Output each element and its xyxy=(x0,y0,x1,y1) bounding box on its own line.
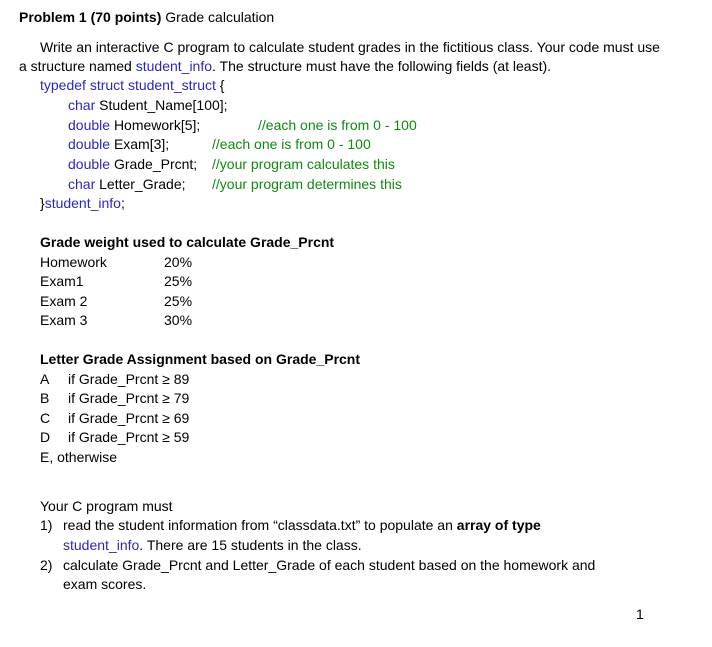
item-2-line-2: exam scores. xyxy=(63,576,147,592)
letter-grade-title: Letter Grade Assignment based on Grade_Prcnt xyxy=(40,351,361,367)
field-decl: Letter_Grade; xyxy=(99,176,186,192)
field-type: double xyxy=(68,117,111,133)
field-decl: Student_Name[100]; xyxy=(99,97,228,113)
item-1-text-end: . There are 15 students in the class. xyxy=(139,537,362,553)
program-intro: Your C program must xyxy=(40,498,173,514)
field-type: double xyxy=(68,136,111,152)
field-comment-exam: //each one is from 0 - 100 xyxy=(212,136,371,152)
letter-condition-d: if Grade_Prcnt ≥ 59 xyxy=(68,429,190,445)
letter-grade-d: D xyxy=(40,429,51,445)
letter-grade-c: C xyxy=(40,410,51,426)
field-comment-grade-prcnt: //your program calculates this xyxy=(212,156,395,172)
item-2-line-1: calculate Grade_Prcnt and Letter_Grade of each student based on the homework and xyxy=(63,557,596,573)
weight-value-exam2: 25% xyxy=(164,293,193,309)
struct-name-ref: student_info xyxy=(135,58,213,74)
item-1-bold: array of type xyxy=(456,517,541,533)
weight-label-exam2: Exam 2 xyxy=(40,293,88,309)
close-brace: } xyxy=(40,195,45,211)
letter-grade-a: A xyxy=(40,371,50,387)
item-1-number: 1) xyxy=(40,517,53,533)
typedef-name: student_info xyxy=(44,195,121,211)
item-1-line-1 xyxy=(63,516,541,534)
item-1-line-2 xyxy=(63,536,362,554)
struct-name: student_struct xyxy=(127,77,216,93)
code-field-exam xyxy=(68,135,169,153)
weight-label-exam3: Exam 3 xyxy=(40,312,88,328)
weight-label-homework: Homework xyxy=(40,254,107,270)
code-field-grade-prcnt xyxy=(68,155,197,173)
field-decl: Grade_Prcnt; xyxy=(113,156,198,172)
intro-line-2-end: . The structure must have the following fields (at least). xyxy=(212,58,552,74)
code-typedef-line xyxy=(40,76,224,94)
item-1-type-name: student_info xyxy=(63,537,140,553)
field-type: char xyxy=(68,176,96,192)
typedef-keyword: typedef struct xyxy=(40,77,125,93)
item-1-text: read the student information from “classdata.txt” to populate an xyxy=(63,517,457,533)
letter-condition-b: if Grade_Prcnt ≥ 79 xyxy=(68,390,190,406)
close-semicolon: ; xyxy=(120,195,125,211)
open-brace: { xyxy=(219,77,225,93)
item-2-number: 2) xyxy=(40,557,53,573)
grade-weight-title: Grade weight used to calculate Grade_Prcnt xyxy=(40,234,335,250)
field-type: double xyxy=(68,156,111,172)
letter-grade-b: B xyxy=(40,390,50,406)
code-close-line xyxy=(40,194,125,212)
weight-value-exam1: 25% xyxy=(164,273,193,289)
problem-heading xyxy=(19,8,274,26)
weight-label-exam1: Exam1 xyxy=(40,273,84,289)
problem-title: Grade calculation xyxy=(165,9,275,25)
code-field-letter-grade xyxy=(68,175,186,193)
letter-grade-otherwise: E, otherwise xyxy=(40,449,118,465)
code-field-student-name xyxy=(68,96,228,114)
field-decl: Exam[3]; xyxy=(113,136,170,152)
intro-line-2-start: a structure named xyxy=(19,58,136,74)
weight-value-exam3: 30% xyxy=(164,312,193,328)
code-field-homework xyxy=(68,116,200,134)
field-comment-letter-grade: //your program determines this xyxy=(212,176,402,192)
intro-line-2 xyxy=(19,57,551,75)
field-decl: Homework[5]; xyxy=(113,117,201,133)
weight-value-homework: 20% xyxy=(164,254,193,270)
field-type: char xyxy=(68,97,96,113)
field-comment-homework: //each one is from 0 - 100 xyxy=(258,117,417,133)
problem-label: Problem 1 (70 points) xyxy=(19,9,162,25)
letter-condition-a: if Grade_Prcnt ≥ 89 xyxy=(68,371,190,387)
intro-line-1: Write an interactive C program to calculate student grades in the fictitious class. Your code must use xyxy=(40,39,660,55)
page-number: 1 xyxy=(636,606,644,622)
letter-condition-c: if Grade_Prcnt ≥ 69 xyxy=(68,410,190,426)
